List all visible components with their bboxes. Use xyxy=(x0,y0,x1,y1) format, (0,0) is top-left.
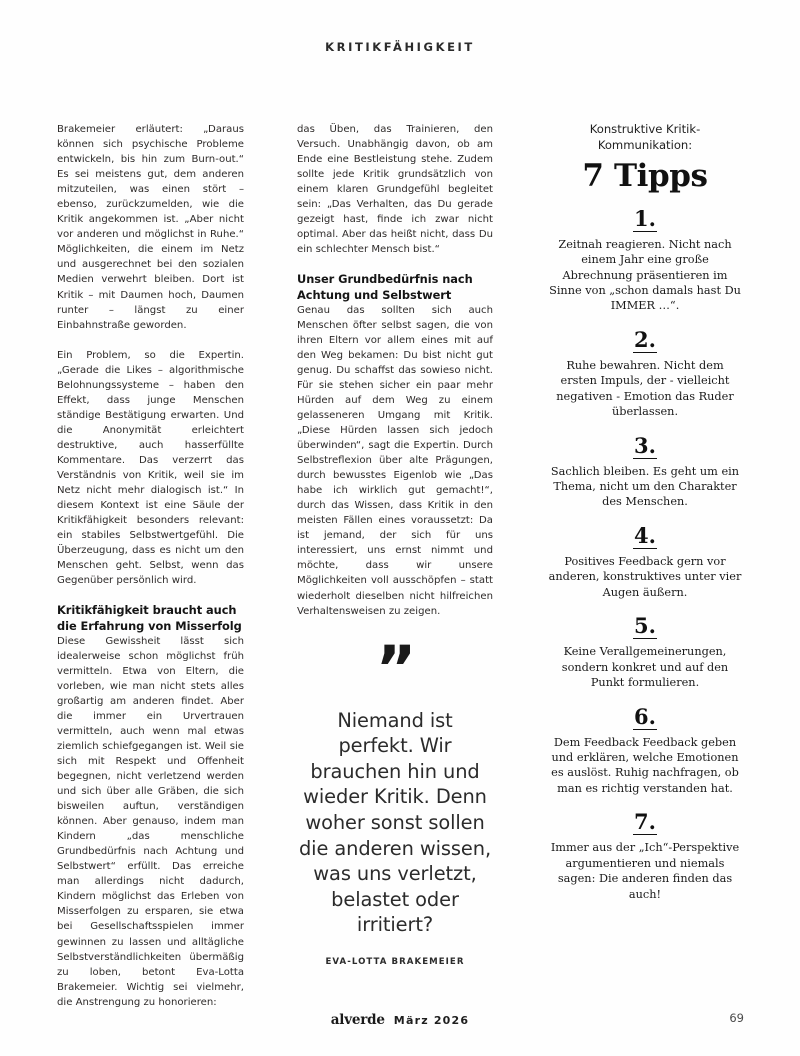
tip-text: Sachlich bleiben. Es geht um ein Thema, nicht um den Charakter des Menschen. xyxy=(550,464,740,509)
pull-quote-attribution: EVA-LOTTA BRAKEMEIER xyxy=(325,956,465,967)
pull-quote-text: Niemand ist perfekt. Wir brauchen hin und wieder Kritik. Denn woher sonst sollen die anderen wissen, was uns verletzt, belastet oder irritiert? xyxy=(298,708,492,937)
tip-item xyxy=(547,614,743,690)
tip-number: 7. xyxy=(634,809,656,835)
quote-mark-icon: ” xyxy=(375,631,415,705)
tips-kicker: Konstruktive Kritik-Kommunikation: xyxy=(589,122,701,152)
text-column-2 xyxy=(297,122,493,967)
tip-text: Dem Feedback Feedback geben und erklären, welche Emotionen es auslöst. Ruhig nachfragen, ob man es richtig verstanden hat. xyxy=(551,735,739,795)
paragraph: Genau das sollten sich auch Menschen öfter selbst sagen, die von ihren Eltern vor allem eines mit auf den Weg bekamen: Du bist nicht gut genug. Du schaffst das sowieso nicht. Für sie stehen sicher ein paar mehr Hürden auf dem Weg zu einem gelasseneren Umgang mit Kritik. „Diese Hürden lassen sich jedoch überwinden“, sagt die Expertin. Durch Selbstreflexion über alte Prägungen, durch bewusstes Eigenlob wie „Das habe ich wirklich gut gemacht!“, durch das Wissen, dass Kritik in den meisten Fällen eines voraussetzt: Da ist jemand, der sich für uns interessiert, uns ernst nimmt und möchte, dass wir unsere Möglichkeiten voll ausschöpfen – statt wiederholt dieselben nicht hilfreichen Verhaltensweisen zu zeigen. xyxy=(297,304,493,617)
tip-number: 3. xyxy=(634,432,656,458)
page-number: 69 xyxy=(729,1011,744,1025)
paragraph: Brakemeier erläutert: „Daraus können sich psychische Probleme entwickeln, bis hin zum Burn-out.“ Es sei meistens gut, dem anderen mitzuteilen, was einen stört – ebenso, zurückzumelden, wie die Kritik angekommen ist. „Aber nicht vor anderen und möglichst in Ruhe.“ Möglichkeiten, die einem im Netz und ausgerechnet bei den sozialen Medien verwehrt bleiben. Dort ist Kritik – mit Daumen hoch, Daumen runter – längst zu einer Einbahnstraße geworden. xyxy=(57,124,244,331)
tip-text: Zeitnah reagieren. Nicht nach einem Jahr eine große Abrechnung präsentieren im Sinne von „schon damals hast Du IMMER …“. xyxy=(549,237,741,313)
tip-number: 6. xyxy=(634,703,656,729)
tip-text: Positives Feedback gern vor anderen, konstruktives unter vier Augen äußern. xyxy=(548,554,742,599)
tip-item xyxy=(547,705,743,797)
section-subheading: Unser Grundbedürfnis nach Achtung und Selbstwert xyxy=(297,272,473,302)
tips-title: 7 Tipps xyxy=(582,158,708,195)
magazine-brand: alverde xyxy=(330,1012,385,1028)
paragraph: Ein Problem, so die Expertin. „Gerade die Likes – algorithmische Belohnungssysteme – haben den Effekt, dass junge Menschen ständige Bestätigung erwarten. Und die Anonymität erleichtert destruktive, auch hasserfüllte Kommentare. Das verzerrt das Verständnis von Kritik, weil sie im Netz nicht mehr dialogisch ist.“ In diesem Kontext ist eine Säule der Kritikfähigkeit besonders relevant: ein stabiles Selbstwertgefühl. Die Überzeugung, dass es nicht um den Menschen geht. Selbst, wenn das Gegenüber persönlich wird. xyxy=(57,349,244,587)
footer-imprint xyxy=(0,1009,800,1028)
issue-date: März 2026 xyxy=(393,1014,470,1027)
pull-quote xyxy=(297,631,493,967)
running-head: KRITIKFÄHIGKEIT xyxy=(325,40,475,54)
tip-item xyxy=(547,328,743,420)
tip-item xyxy=(547,434,743,510)
tip-text: Keine Verallgemeinerungen, sondern konkret und auf den Punkt formulieren. xyxy=(561,645,729,690)
paragraph: das Üben, das Trainieren, den Versuch. Unabhängig davon, ob am Ende eine Bestleistung stehe. Zudem sollte jede Kritik grundsätzlich von einem klaren Grundgefühl begleitet sein: „Das Verhalten, das Du gerade gezeigt hast, finde ich zwar nicht optimal. Aber das heißt nicht, dass Du ein schlechter Mensch bist.“ xyxy=(297,124,493,256)
tip-text: Immer aus der „Ich“-Perspektive argumentieren und niemals sagen: Die anderen finden das auch! xyxy=(550,841,740,901)
paragraph: Diese Gewissheit lässt sich idealerweise schon möglichst früh vermitteln. Etwa von Eltern, die vorleben, wie man nicht stets alles großartig am anderen findet. Aber die immer ein Urvertrauen vermitteln, auch wenn mal etwas ziemlich schiefgegangen ist. Weil sie sich mit Respekt und Offenheit begegnen, nicht verletzend werden und sich über alle Gräben, die sich bisweilen auftun, verständigen können. Aber genauso, indem man Kindern „das menschliche Grundbedürfnis nach Achtung und Selbstwert“ erfüllt. Das erreiche man allerdings nicht dadurch, Kindern möglichst das Erleben von Misserfolgen zu ersparen, sie etwa bei Gesellschaftsspielen immer gewinnen zu lassen und alltägliche Selbstverständlichkeiten übermäßig zu loben, betont Eva-Lotta Brakemeier. Wichtig sei vielmehr, die Anstrengung zu honorieren: xyxy=(57,635,244,1008)
tip-item xyxy=(547,810,743,902)
tip-item xyxy=(547,207,743,314)
tips-sidebar xyxy=(547,122,743,902)
tip-number: 4. xyxy=(634,522,656,548)
tip-number: 5. xyxy=(634,613,656,639)
tip-item xyxy=(547,524,743,600)
page-footer xyxy=(0,1009,800,1029)
text-column-1 xyxy=(57,122,244,1010)
tip-text: Ruhe bewahren. Nicht dem ersten Impuls, der - vielleicht negativen - Emotion das Ruder überlassen. xyxy=(556,358,734,419)
section-subheading: Kritikfähigkeit braucht auch die Erfahrung von Misserfolg xyxy=(57,603,242,633)
tip-number: 1. xyxy=(634,205,656,231)
tip-number: 2. xyxy=(634,326,656,352)
